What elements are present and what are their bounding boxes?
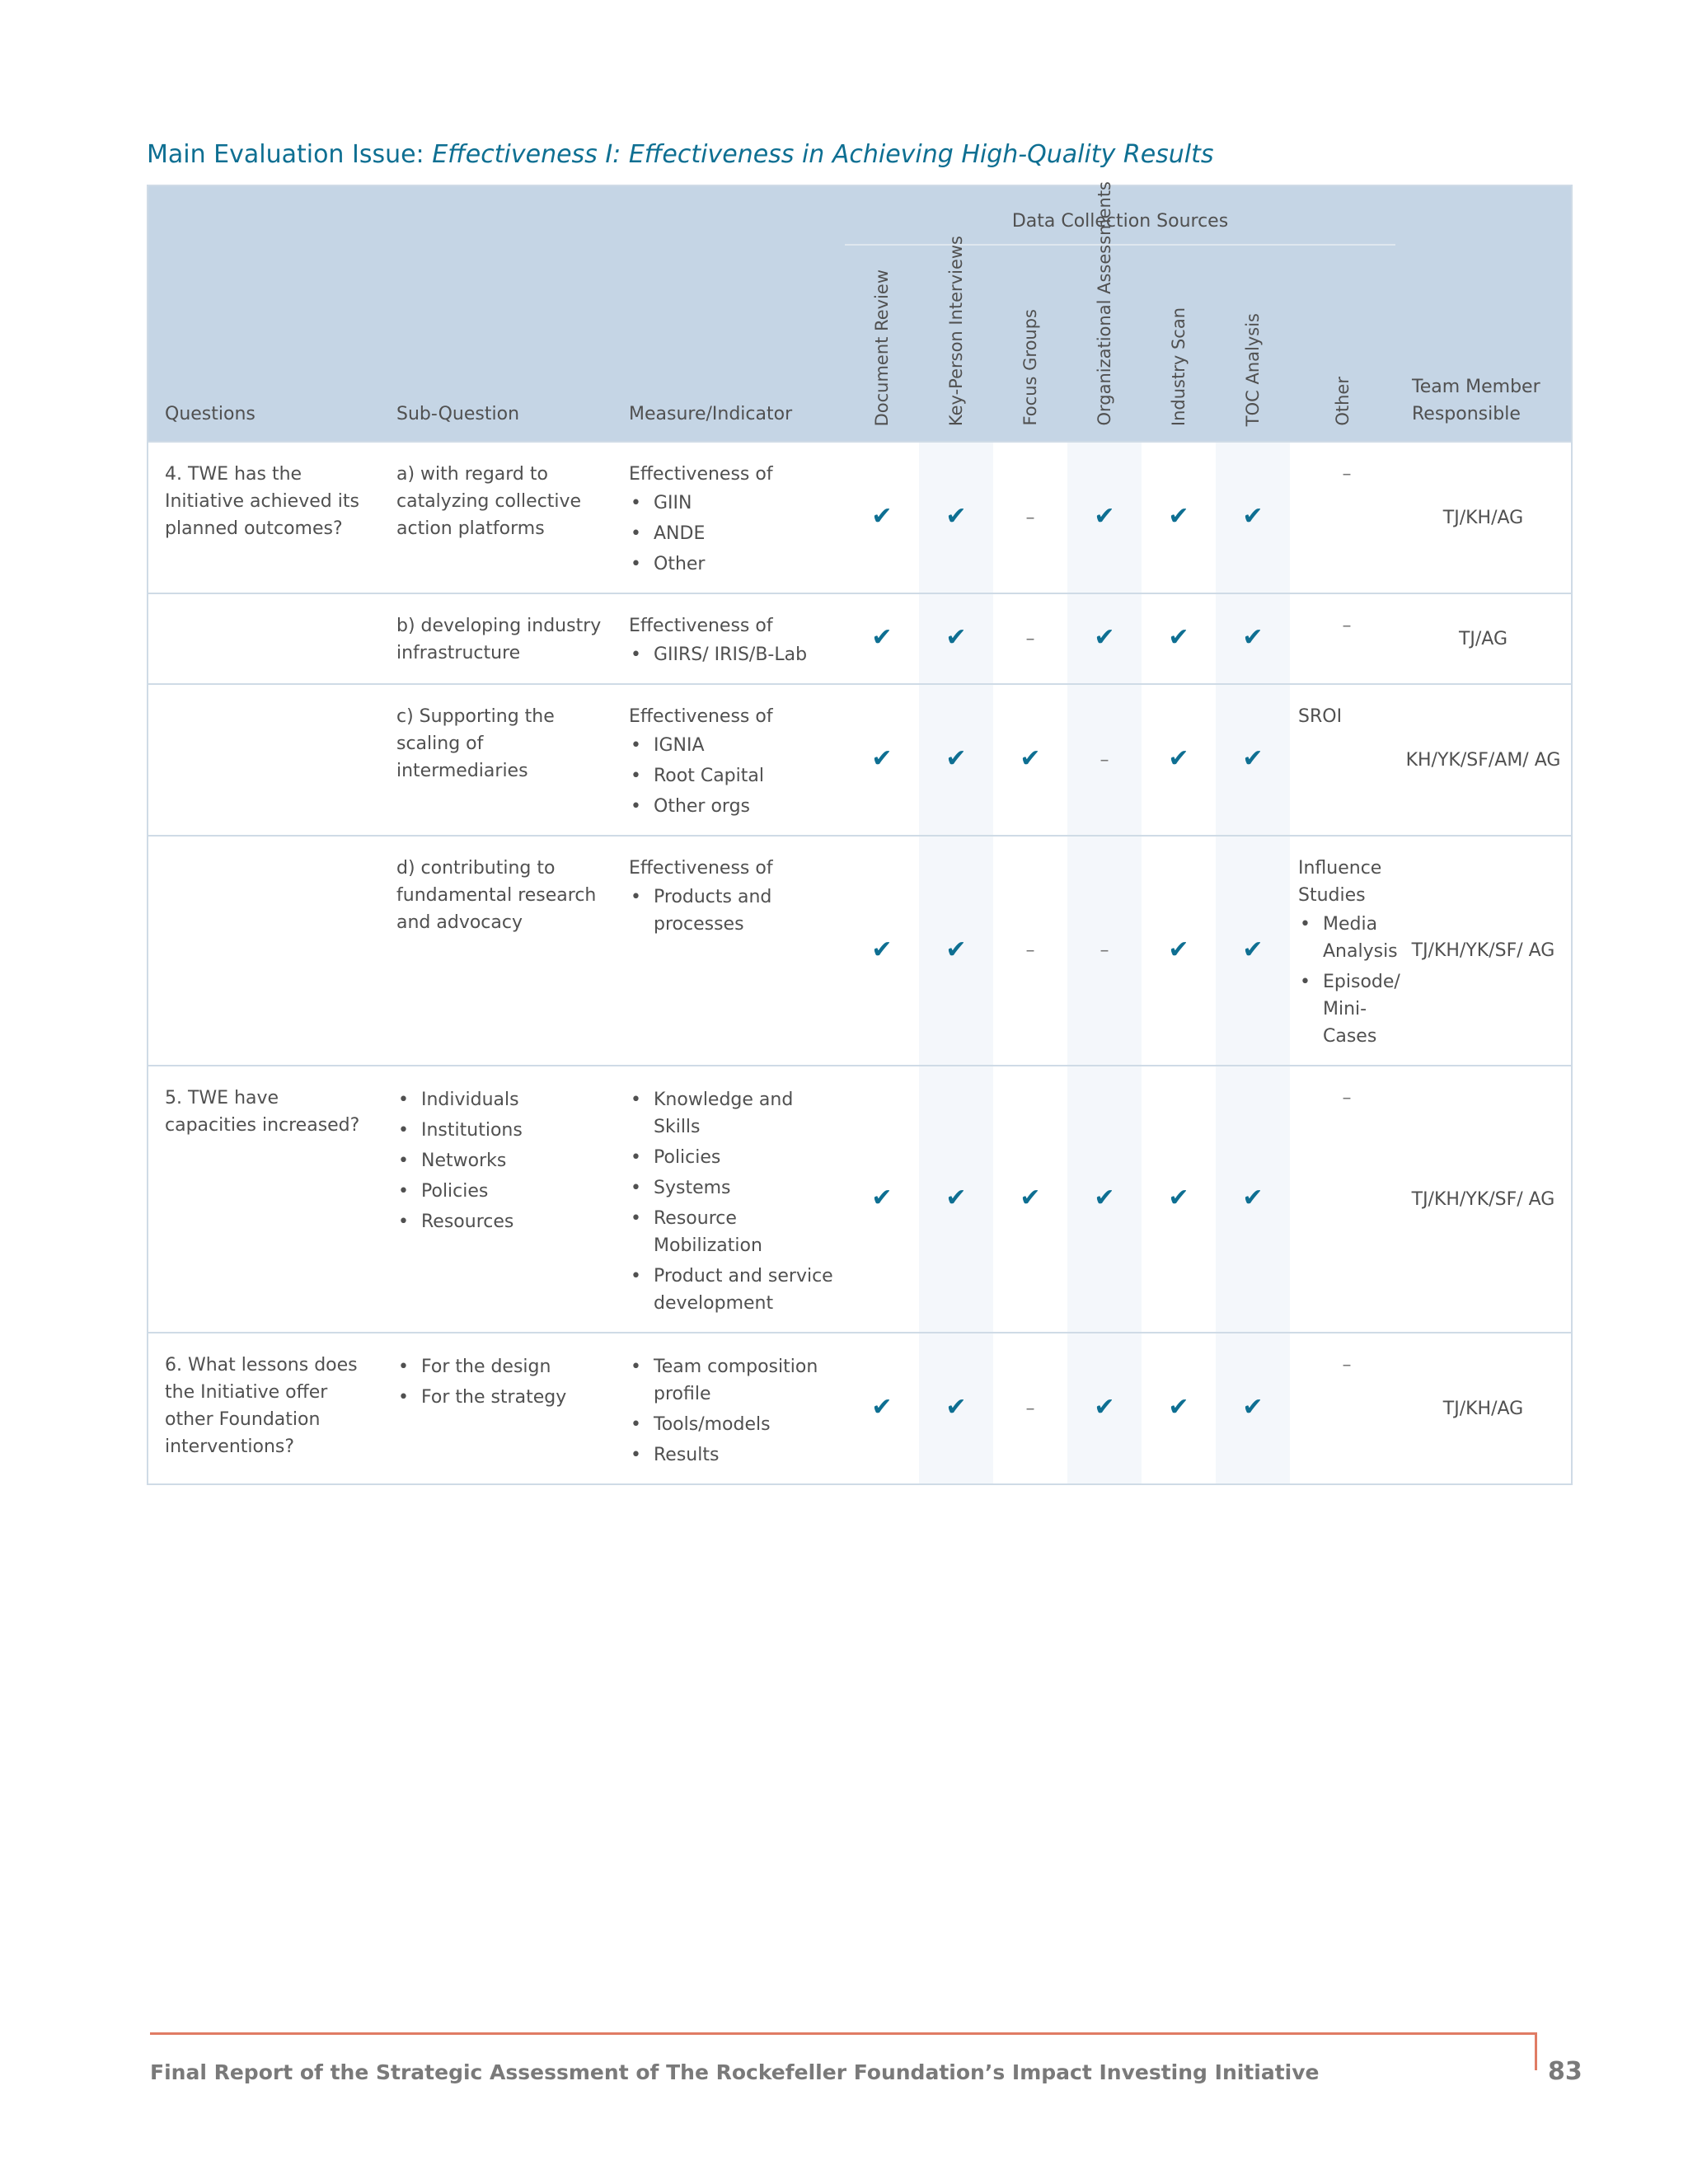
section-title <box>147 140 1214 169</box>
measure-cell <box>612 593 845 684</box>
other-source-text: Influence Studies <box>1298 858 1382 906</box>
sub-question-cell <box>380 1333 612 1484</box>
source-mark-cell <box>1067 684 1142 836</box>
source-mark-cell <box>845 442 919 593</box>
question-cell <box>148 593 380 684</box>
source-mark-cell <box>919 1333 993 1484</box>
source-mark-cell <box>919 442 993 593</box>
checkmark-icon: ✔ <box>1094 502 1115 531</box>
checkmark-icon: ✔ <box>945 744 967 773</box>
source-mark-cell <box>1216 442 1290 593</box>
source-mark-cell <box>1216 836 1290 1066</box>
source-header <box>1216 245 1290 442</box>
checkmark-icon: ✔ <box>1168 744 1189 773</box>
question-text: 6. What lessons does the Initiative offer other Foundation interventions? <box>165 1355 358 1457</box>
measure-list-item: • Tools/models <box>629 1411 837 1438</box>
checkmark-icon: ✔ <box>945 502 967 531</box>
checkmark-icon: ✔ <box>945 1183 967 1212</box>
question-text: 4. TWE has the Initiative achieved its planned outcomes? <box>165 464 359 539</box>
checkmark-icon: ✔ <box>871 502 893 531</box>
measure-list-item: • Other orgs <box>629 793 837 820</box>
header-spacer <box>612 185 845 245</box>
measure-list-item: • IGNIA <box>629 732 837 759</box>
source-mark-cell <box>919 593 993 684</box>
measure-list <box>629 732 837 820</box>
team-member-text: KH/YK/SF/AM/ AG <box>1405 749 1561 771</box>
checkmark-icon: ✔ <box>1242 744 1264 773</box>
source-mark-cell <box>1142 1333 1216 1484</box>
source-mark-cell <box>993 684 1067 836</box>
title-prefix: Main Evaluation Issue: <box>147 140 433 169</box>
team-member-cell <box>1395 684 1572 836</box>
header-spacer <box>1395 185 1572 245</box>
checkmark-icon: ✔ <box>1168 1393 1189 1422</box>
measure-list-item: • Resource Mobilization <box>629 1205 837 1259</box>
checkmark-icon: ✔ <box>945 935 967 964</box>
other-source-cell <box>1290 593 1395 684</box>
other-source-text: SROI <box>1298 706 1343 727</box>
sub-question-list-item: • Resources <box>396 1208 604 1235</box>
source-header <box>1142 245 1216 442</box>
question-cell <box>148 1333 380 1484</box>
footer-rule-tick <box>1535 2032 1537 2070</box>
dash-mark: – <box>1025 507 1035 528</box>
questions-header: Questions <box>148 245 380 442</box>
measure-list-item: • Other <box>629 551 837 578</box>
checkmark-icon: ✔ <box>1242 502 1264 531</box>
dash-mark: – <box>1025 940 1035 961</box>
source-header-label: Other <box>1332 377 1353 426</box>
table-row <box>148 836 1572 1066</box>
question-cell <box>148 836 380 1066</box>
measure-cell <box>612 1066 845 1333</box>
table-row <box>148 1066 1572 1333</box>
dash-mark: – <box>1342 464 1352 485</box>
team-member-text: TJ/KH/YK/SF/ AG <box>1411 940 1555 961</box>
measure-list-item: • Product and service development <box>629 1263 837 1317</box>
measure-list-item: • Products and processes <box>629 883 837 938</box>
measure-list-item: • Systems <box>629 1174 837 1202</box>
source-mark-cell <box>1067 1066 1142 1333</box>
other-source-list-item: • Media Analysis <box>1298 911 1392 965</box>
evaluation-matrix-table <box>147 181 1573 1485</box>
dash-mark: – <box>1342 616 1352 636</box>
source-header <box>845 245 919 442</box>
data-collection-sources-header: Data Collection Sources <box>845 185 1395 245</box>
sub-question-text: c) Supporting the scaling of intermediaries <box>396 706 555 781</box>
team-member-cell <box>1395 836 1572 1066</box>
team-member-text: TJ/KH/AG <box>1442 1398 1524 1419</box>
measure-intro: Effectiveness of <box>629 464 773 485</box>
source-header-label: Organizational Assessments <box>1094 181 1114 426</box>
checkmark-icon: ✔ <box>1094 623 1115 652</box>
source-mark-cell <box>1216 684 1290 836</box>
other-source-cell <box>1290 1066 1395 1333</box>
checkmark-icon: ✔ <box>871 935 893 964</box>
measure-list-item: • Root Capital <box>629 762 837 790</box>
sub-question-cell <box>380 1066 612 1333</box>
source-header-wrap <box>919 235 993 426</box>
header-spacer <box>148 185 380 245</box>
source-mark-cell <box>1142 1066 1216 1333</box>
measure-list-item: • Knowledge and Skills <box>629 1086 837 1141</box>
checkmark-icon: ✔ <box>871 623 893 652</box>
dash-mark: – <box>1025 628 1035 649</box>
source-header <box>919 235 993 442</box>
team-member-cell <box>1395 442 1572 593</box>
table-body <box>148 442 1572 1484</box>
checkmark-icon: ✔ <box>1094 1183 1115 1212</box>
dash-mark: – <box>1342 1088 1352 1108</box>
measure-list-item: • GIIRS/ IRIS/B-Lab <box>629 641 837 668</box>
measure-list-item: • GIIN <box>629 490 837 517</box>
team-member-text: TJ/KH/YK/SF/ AG <box>1411 1188 1555 1210</box>
source-mark-cell <box>845 836 919 1066</box>
source-mark-cell <box>1142 442 1216 593</box>
source-mark-cell <box>1142 836 1216 1066</box>
measure-list <box>629 1353 837 1469</box>
dash-mark: – <box>1100 940 1109 961</box>
header-spacer <box>380 185 612 245</box>
checkmark-icon: ✔ <box>945 1393 967 1422</box>
source-header <box>1067 181 1142 442</box>
source-mark-cell <box>845 1066 919 1333</box>
source-mark-cell <box>1067 593 1142 684</box>
team-member-cell <box>1395 593 1572 684</box>
source-header-label: Industry Scan <box>1168 307 1189 426</box>
sub-question-text: b) developing industry infrastructure <box>396 616 602 663</box>
source-mark-cell <box>919 836 993 1066</box>
source-mark-cell <box>1216 593 1290 684</box>
other-source-cell <box>1290 836 1400 1066</box>
team-member-header: Team Member Responsible <box>1395 245 1572 442</box>
sub-question-list-item: • For the design <box>396 1353 604 1380</box>
source-header-wrap <box>845 269 919 426</box>
checkmark-icon: ✔ <box>1020 1183 1041 1212</box>
checkmark-icon: ✔ <box>1168 1183 1189 1212</box>
source-mark-cell <box>1142 593 1216 684</box>
table-row <box>148 593 1572 684</box>
question-cell <box>148 1066 380 1333</box>
measure-indicator-header: Measure/Indicator <box>612 245 845 442</box>
question-text: 5. TWE have capacities increased? <box>165 1088 360 1136</box>
measure-list <box>629 490 837 578</box>
source-mark-cell <box>993 442 1067 593</box>
footer-title: Final Report of the Strategic Assessment of The Rockefeller Foundation’s Impact Investing Initiative <box>150 2060 1320 2084</box>
other-source-cell <box>1290 442 1395 593</box>
source-mark-cell <box>1067 1333 1142 1484</box>
question-cell <box>148 684 380 836</box>
source-header-wrap <box>1142 278 1216 426</box>
other-source-list-item: • Episode/ Mini-Cases <box>1298 968 1392 1050</box>
checkmark-icon: ✔ <box>1168 935 1189 964</box>
measure-cell <box>612 836 845 1066</box>
sub-question-cell <box>380 442 612 593</box>
checkmark-icon: ✔ <box>1242 1393 1264 1422</box>
source-mark-cell <box>993 593 1067 684</box>
source-mark-cell <box>993 836 1067 1066</box>
footer-rule <box>150 2032 1536 2035</box>
source-header-label: Key-Person Interviews <box>945 235 966 426</box>
sub-question-list <box>396 1086 604 1235</box>
sub-question-list-item: • For the strategy <box>396 1384 604 1411</box>
checkmark-icon: ✔ <box>1242 935 1264 964</box>
source-mark-cell <box>919 1066 993 1333</box>
title-emphasis: Effectiveness I: Effectiveness in Achieving High-Quality Results <box>432 140 1214 169</box>
measure-cell <box>612 442 845 593</box>
sub-question-list-item: • Policies <box>396 1178 604 1205</box>
checkmark-icon: ✔ <box>1020 744 1041 773</box>
sub-question-list-item: • Institutions <box>396 1117 604 1144</box>
source-mark-cell <box>1216 1066 1290 1333</box>
sub-question-text: a) with regard to catalyzing collective action platforms <box>396 464 582 539</box>
checkmark-icon: ✔ <box>1168 623 1189 652</box>
question-cell <box>148 442 380 593</box>
measure-intro: Effectiveness of <box>629 616 773 636</box>
measure-list <box>629 641 837 668</box>
checkmark-icon: ✔ <box>871 744 893 773</box>
measure-intro: Effectiveness of <box>629 706 773 727</box>
sub-question-list <box>396 1353 604 1411</box>
measure-list-item: • Results <box>629 1441 837 1469</box>
team-member-text: TJ/AG <box>1458 628 1508 649</box>
source-header <box>993 245 1067 442</box>
source-mark-cell <box>993 1333 1067 1484</box>
source-mark-cell <box>1067 836 1142 1066</box>
source-mark-cell <box>1142 684 1216 836</box>
table-header <box>148 181 1572 442</box>
sub-question-text: d) contributing to fundamental research and advocacy <box>396 858 597 933</box>
checkmark-icon: ✔ <box>945 623 967 652</box>
checkmark-icon: ✔ <box>1242 1183 1264 1212</box>
measure-cell <box>612 1333 845 1484</box>
source-mark-cell <box>845 593 919 684</box>
checkmark-icon: ✔ <box>1094 1393 1115 1422</box>
source-mark-cell <box>845 1333 919 1484</box>
team-member-text: TJ/KH/AG <box>1442 507 1524 528</box>
measure-intro: Effectiveness of <box>629 858 773 879</box>
source-mark-cell <box>919 684 993 836</box>
source-header-wrap <box>1290 278 1395 426</box>
measure-cell <box>612 684 845 836</box>
checkmark-icon: ✔ <box>1168 502 1189 531</box>
page-number: 83 <box>1548 2057 1582 2086</box>
source-header-label: Focus Groups <box>1020 309 1040 426</box>
team-member-cell <box>1395 1066 1572 1333</box>
table-row <box>148 442 1572 593</box>
other-source-cell <box>1290 684 1395 836</box>
measure-list-item: • ANDE <box>629 520 837 547</box>
dash-mark: – <box>1100 749 1109 771</box>
checkmark-icon: ✔ <box>1242 623 1264 652</box>
team-member-cell <box>1395 1333 1572 1484</box>
checkmark-icon: ✔ <box>871 1393 893 1422</box>
sub-question-header: Sub-Question <box>380 245 612 442</box>
sub-question-list-item: • Individuals <box>396 1086 604 1113</box>
measure-list-item: • Team composition profile <box>629 1353 837 1408</box>
source-header-wrap <box>1067 181 1142 426</box>
source-header-wrap <box>1216 278 1290 426</box>
source-mark-cell <box>1067 442 1142 593</box>
table-row <box>148 684 1572 836</box>
sub-question-cell <box>380 684 612 836</box>
source-header-wrap <box>993 278 1067 426</box>
other-source-cell <box>1290 1333 1395 1484</box>
sub-question-cell <box>380 836 612 1066</box>
source-mark-cell <box>1216 1333 1290 1484</box>
checkmark-icon: ✔ <box>871 1183 893 1212</box>
source-mark-cell <box>993 1066 1067 1333</box>
sub-question-cell <box>380 593 612 684</box>
measure-list-item: • Policies <box>629 1144 837 1171</box>
source-header-label: TOC Analysis <box>1242 312 1263 426</box>
table-row <box>148 1333 1572 1484</box>
other-source-list <box>1298 911 1400 1050</box>
source-mark-cell <box>845 684 919 836</box>
dash-mark: – <box>1025 1398 1035 1419</box>
measure-list <box>629 1086 837 1317</box>
source-header-label: Document Review <box>871 269 892 426</box>
dash-mark: – <box>1342 1355 1352 1376</box>
sub-question-list-item: • Networks <box>396 1147 604 1174</box>
measure-list <box>629 883 837 938</box>
source-header <box>1290 245 1395 442</box>
